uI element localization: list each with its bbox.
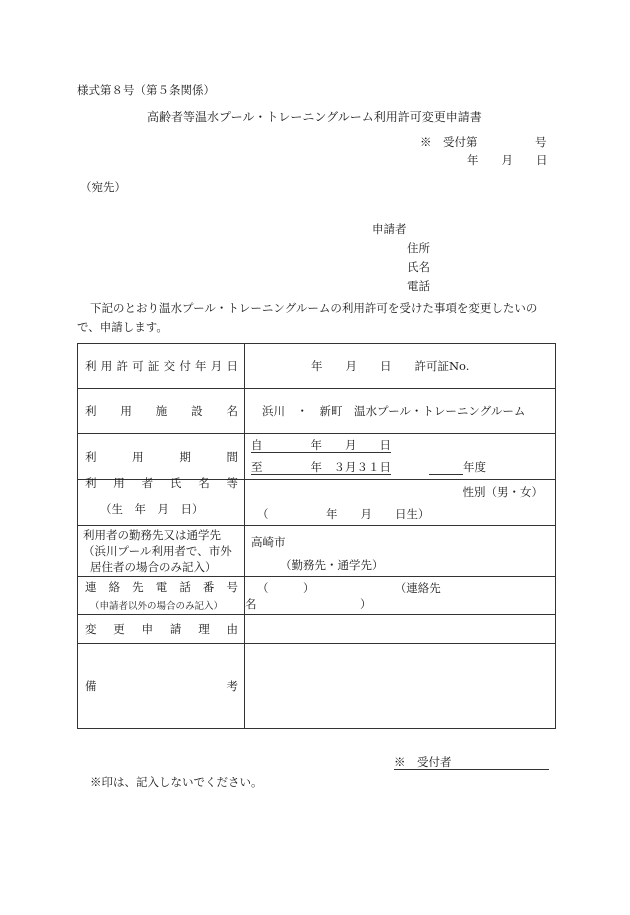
contact-note: （申請者以外の場合のみ記入） — [90, 601, 224, 612]
workplace-label-line-2: （浜川プール利用者で、市外 — [83, 544, 232, 558]
row-user-name — [78, 480, 556, 526]
receiver-label: ※ 受付者 — [394, 755, 549, 770]
footer-note: ※印は、記入しないでください。 — [90, 775, 263, 789]
workplace-note: （勤務先・通学先） — [280, 558, 384, 572]
facility-value: 浜川 ・ 新町 温水プール・トレーニングルーム — [262, 404, 526, 418]
remarks-label: 備 考 — [78, 644, 245, 729]
period-field[interactable] — [245, 434, 556, 480]
permit-date-label: 利 用 許 可 証 交 付 年 月 日 — [78, 344, 245, 389]
contact-phone-value: （ ） — [257, 580, 315, 595]
applicant-address-label: 住所 — [407, 241, 430, 255]
remarks-field[interactable] — [245, 644, 556, 729]
permit-date-value: 年 月 日 許可証No. — [311, 359, 470, 373]
period-to-value: 年 ３月３１日 — [310, 460, 391, 474]
row-facility — [78, 389, 556, 434]
form-title: 高齢者等温水プール・トレーニングルーム利用許可変更申請書 — [147, 110, 482, 124]
contact-field[interactable] — [245, 577, 556, 615]
row-permit-date — [78, 344, 556, 389]
contact-label: 連 絡 先 電 話 番 号 （申請者以外の場合のみ記入） — [78, 577, 245, 615]
user-name-field[interactable] — [245, 480, 556, 526]
period-to-prefix: 至 — [251, 460, 263, 474]
row-period — [78, 434, 556, 480]
period-from-value: 年 月 日 — [310, 438, 391, 452]
applicant-name-label: 氏名 — [407, 260, 430, 274]
form-number: 様式第８号（第５条関係） — [77, 83, 215, 97]
period-from-prefix: 自 — [251, 438, 263, 452]
reason-field[interactable] — [245, 615, 556, 644]
facility-field[interactable] — [245, 389, 556, 434]
row-contact — [78, 577, 556, 615]
workplace-label — [78, 526, 245, 577]
row-reason — [78, 615, 556, 644]
intro-line-2: で、申請します。 — [77, 320, 168, 334]
row-workplace — [78, 526, 556, 577]
reason-label: 変 更 申 請 理 由 — [78, 615, 245, 644]
permit-date-field[interactable] — [245, 344, 556, 389]
contact-name-value: （連絡先名 ） — [245, 580, 441, 611]
application-date: 年 月 日 — [467, 153, 548, 167]
user-name-label: 利 用 者 氏 名 等 （生 年 月 日） — [78, 480, 245, 526]
applicant-phone-label: 電話 — [407, 279, 430, 293]
application-table — [77, 343, 556, 729]
gender-choice[interactable]: 性別（男・女） — [462, 485, 543, 499]
applicant-heading: 申請者 — [372, 222, 407, 236]
workplace-label-line-3: 居住者の場合のみ記入） — [90, 560, 217, 574]
facility-label: 利 用 施 設 名 — [78, 389, 245, 434]
workplace-label-line-1: 利用者の勤務先又は通学先 — [83, 528, 221, 542]
period-label: 利 用 期 間 — [78, 434, 245, 480]
row-remarks — [78, 644, 556, 729]
birth-value: （ 年 月 日生） — [257, 507, 430, 521]
workplace-field[interactable] — [245, 526, 556, 577]
reception-number: ※ 受付第 号 — [420, 135, 547, 149]
birth-label: （生 年 月 日） — [100, 501, 204, 516]
fiscal-year-blank[interactable] — [429, 460, 463, 475]
workplace-city: 高崎市 — [251, 535, 286, 549]
addressee: （宛先） — [80, 180, 126, 194]
intro-line-1: 下記のとおり温水プール・トレーニングルームの利用許可を受けた事項を変更したいの — [90, 301, 538, 315]
fiscal-year-suffix: 年度 — [463, 460, 486, 474]
receiver-field[interactable] — [394, 755, 549, 770]
